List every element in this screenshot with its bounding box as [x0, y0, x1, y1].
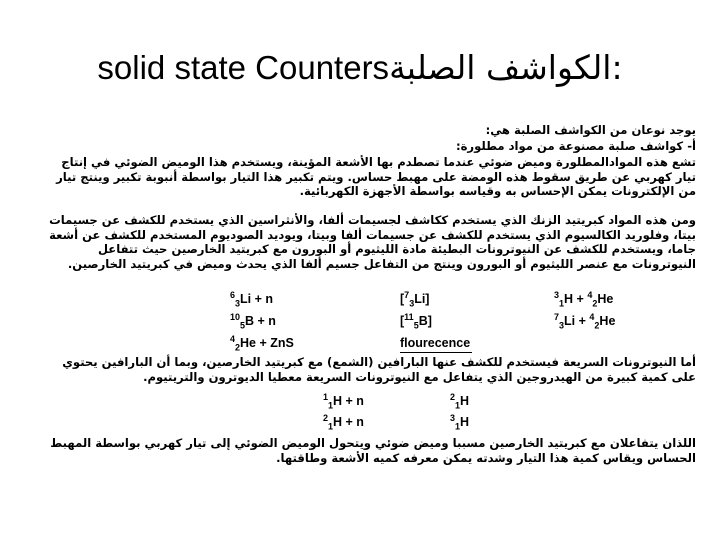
equation-li-reactant: $^6_3$Li + n — [230, 289, 274, 309]
fast-neutrons-paragraph: أما النيوترونات السريعة فيستخدم للكشف عنها البارافين (الشمع) مع كبريتيد الخارصين، وبما أن البارافين يحتوي على كمية كبيرة من الهيدروجين الذي يتفاعل مع النيوترونات السريعة معطيا الديوترون والتريتيوم. — [62, 355, 696, 384]
equation-h3-product: $^3_1$H — [450, 412, 470, 432]
equation-b-product: $^7_3$Li + $^4_2$He — [554, 311, 616, 331]
equation-li-intermediate: [$^7_3$Li] — [400, 289, 430, 309]
equation-li-product: $^3_1$H + $^4_2$He — [554, 289, 614, 309]
conclusion-paragraph: اللذان يتفاعلان مع كبريتيد الخارصين مسببا وميض ضوئي ويتحول الوميض الضوئي إلى تيار كهربي بواسطة المهبط الحساس ويقاس كمية هذا التيار وشدته يمكن معرفه كميه الأشعة وطاقتها. — [50, 436, 696, 465]
equation-h2-reactant: $^2_1$H + n — [323, 412, 364, 432]
equation-b-reactant: $^{10}_5$B + n — [230, 311, 276, 331]
fluorescence-underline — [400, 352, 472, 353]
scintillator-paragraph: تشع هذه الموادالمطلورة وميض ضوئي عندما تصطدم بها الأشعة المؤينة، ويستخدم هذا الوميض الضوئي في إنتاج تيار كهربي عن طريق سقوط هذه الومضة على مهبط حساس. ويتم تكبير هذا التيار بواسطة أنبوبة تكبير وينتج تيار من الإلكترونات يمكن الإحساس به وقياسه بواسطة الأجهزة الكهربائية. — [56, 155, 696, 199]
equation-he-zns: $^4_2$He + ZnS — [230, 333, 294, 353]
title-arabic: الكواشف الصلبة: — [389, 48, 623, 87]
slide-title — [0, 48, 720, 87]
title-english: solid state Counters — [97, 49, 390, 86]
section-a-heading: أ- كواشف صلبة مصنوعة من مواد مطلورة: — [455, 139, 696, 153]
equation-h1-reactant: $^1_1$H + n — [323, 391, 364, 411]
materials-paragraph: ومن هذه المواد كبريتيد الزنك الذي يستخدم ككاشف لجسيمات ألفا، والأنثراسين الذي يستخدم للكشف عن جسيمات بيتا، وفلوريد الكالسيوم الذي يستخدم للكشف عن جسيمات ألفا وبيتا، ويوديد الصوديوم المستخدم للكشف عن أشعة جاما، ويستخدم للكشف عن النيوترونات البطيئة مادة الليثيوم أو البورون مع كبريتيد الخارصين حيث تتفاعل النيوترونات مع عنصر الليثيوم أو البورون وينتج من التفاعل جسيم ألفا الذي يحدث وميض في كبريتيد الخارصين. — [49, 213, 696, 271]
equation-fluorescence: flourecence — [400, 336, 471, 350]
intro-text: يوجد نوعان من الكواشف الصلبة هي: — [485, 123, 696, 137]
equation-b-intermediate: [$^{11}_5$B] — [400, 311, 432, 331]
equation-h2-product: $^2_1$H — [450, 391, 470, 411]
